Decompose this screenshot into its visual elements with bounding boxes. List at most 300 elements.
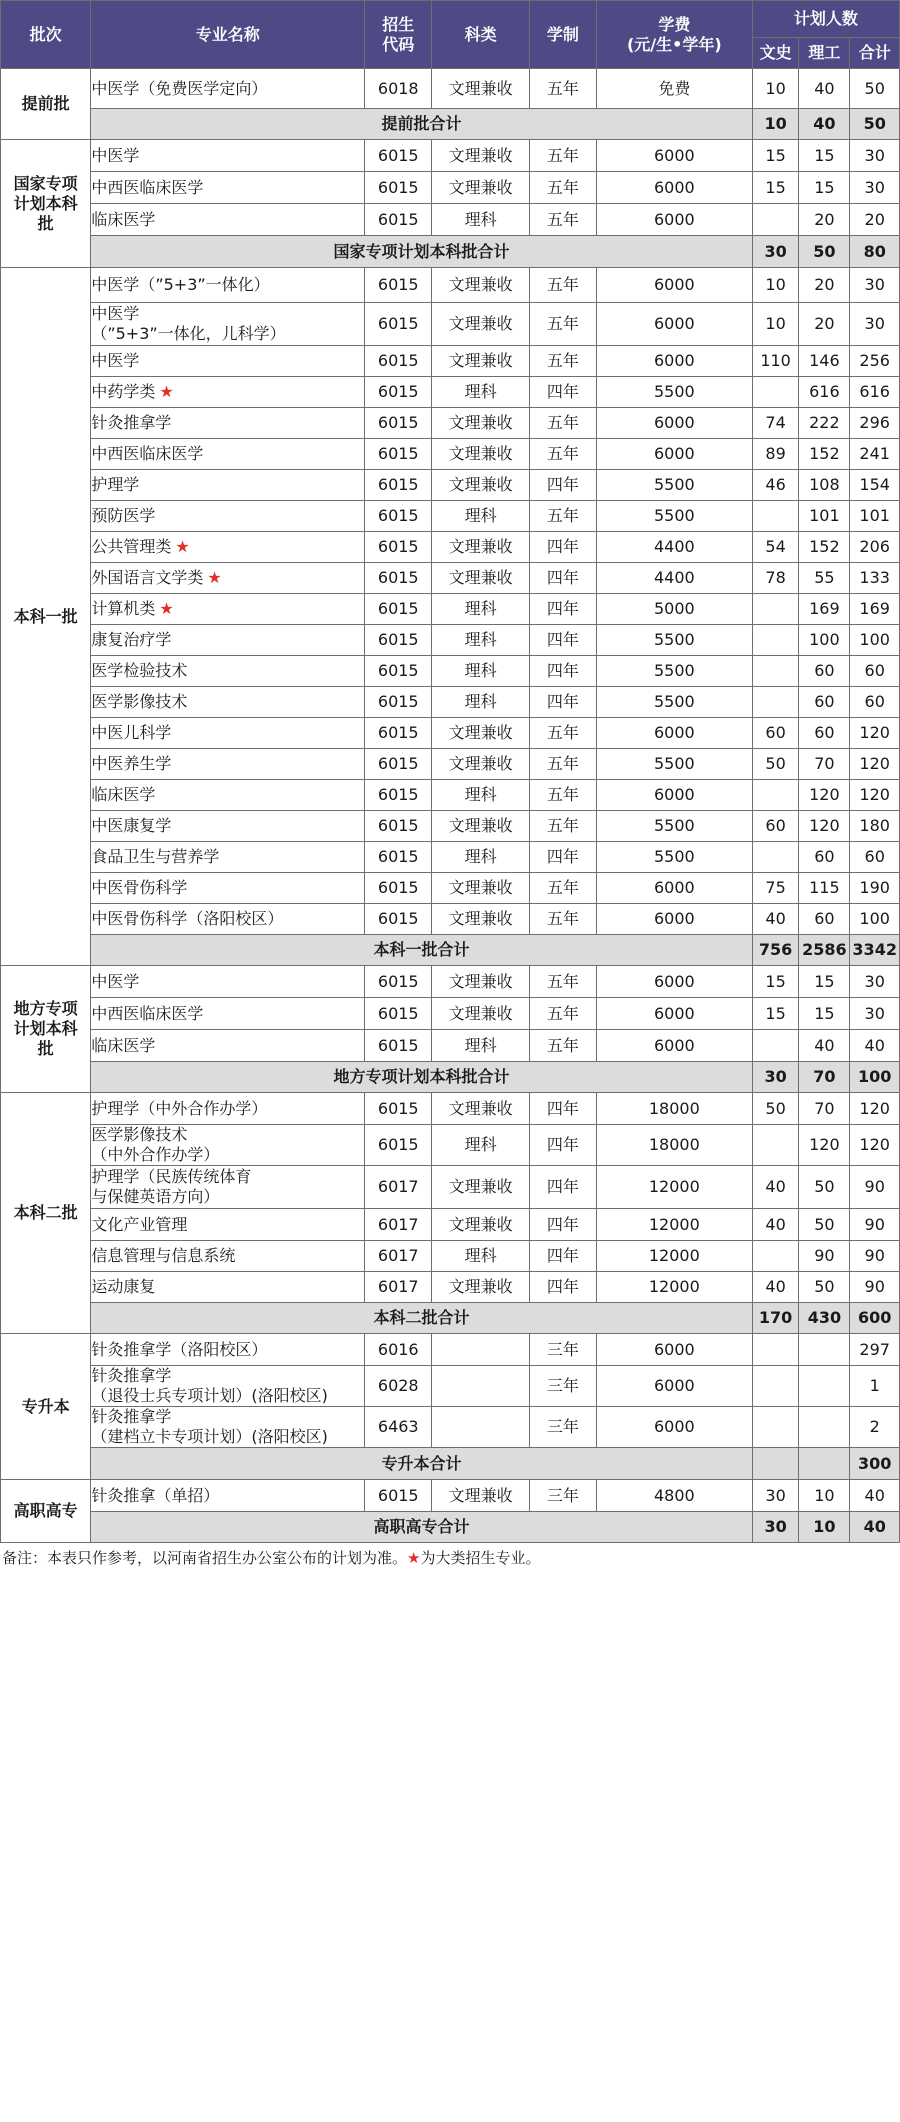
subtotal-label: 地方专项计划本科批合计 — [91, 1062, 752, 1093]
total-count-cell: 50 — [850, 69, 900, 109]
header-code: 招生 代码 — [365, 1, 432, 69]
subject-cell: 文理兼收 — [432, 873, 530, 904]
years-cell: 三年 — [529, 1480, 596, 1512]
star-icon: ★ — [407, 1549, 421, 1567]
table-row — [1, 1272, 900, 1303]
table-row — [1, 1480, 900, 1512]
code-cell: 6017 — [365, 1272, 432, 1303]
batch-cell: 国家专项 计划本科 批 — [1, 140, 91, 268]
header-arts: 文史 — [752, 38, 799, 69]
subtotal-label: 高职高专合计 — [91, 1512, 752, 1543]
years-cell: 五年 — [529, 1030, 596, 1062]
major-name-cell — [91, 842, 365, 873]
fee-cell: 4800 — [596, 1480, 752, 1512]
major-name: 中医康复学 — [91, 816, 172, 835]
code-cell: 6015 — [365, 532, 432, 563]
major-name: 公共管理类 — [91, 537, 172, 556]
code-cell: 6015 — [365, 718, 432, 749]
major-name-cell — [91, 1166, 365, 1209]
fee-cell: 6000 — [596, 1366, 752, 1407]
years-cell: 四年 — [529, 1125, 596, 1166]
major-name-cell — [91, 811, 365, 842]
arts-count-cell: 110 — [752, 346, 799, 377]
sci-count-cell: 60 — [799, 656, 850, 687]
major-name-cell — [91, 303, 365, 346]
table-body — [1, 69, 900, 1543]
table-row — [1, 1407, 900, 1448]
code-cell: 6015 — [365, 268, 432, 303]
table-row — [1, 377, 900, 408]
code-cell: 6015 — [365, 656, 432, 687]
major-name-cell — [91, 1480, 365, 1512]
arts-count-cell: 40 — [752, 1166, 799, 1209]
fee-cell: 5500 — [596, 501, 752, 532]
major-name-cell — [91, 1093, 365, 1125]
subject-cell: 文理兼收 — [432, 1272, 530, 1303]
total-count-cell: 241 — [850, 439, 900, 470]
subject-cell: 理科 — [432, 501, 530, 532]
code-cell: 6018 — [365, 69, 432, 109]
total-count-cell: 30 — [850, 966, 900, 998]
subject-cell: 文理兼收 — [432, 268, 530, 303]
major-name-cell — [91, 594, 365, 625]
total-count-cell: 30 — [850, 268, 900, 303]
subtotal-row — [1, 236, 900, 268]
code-cell: 6015 — [365, 563, 432, 594]
subtotal-arts: 30 — [752, 1062, 799, 1093]
header-fee: 学费 (元/生•学年) — [596, 1, 752, 69]
table-row — [1, 1366, 900, 1407]
table-row — [1, 718, 900, 749]
total-count-cell: 60 — [850, 656, 900, 687]
major-name-cell — [91, 873, 365, 904]
table-row — [1, 69, 900, 109]
star-icon: ★ — [207, 568, 222, 587]
fee-cell: 6000 — [596, 408, 752, 439]
arts-count-cell: 10 — [752, 268, 799, 303]
total-count-cell: 90 — [850, 1272, 900, 1303]
years-cell: 四年 — [529, 1272, 596, 1303]
header-subject: 科类 — [432, 1, 530, 69]
years-cell: 五年 — [529, 966, 596, 998]
arts-count-cell — [752, 594, 799, 625]
arts-count-cell: 15 — [752, 966, 799, 998]
arts-count-cell: 40 — [752, 1272, 799, 1303]
subtotal-arts: 30 — [752, 236, 799, 268]
major-name-cell — [91, 625, 365, 656]
total-count-cell: 296 — [850, 408, 900, 439]
major-name: 护理学 — [91, 475, 140, 494]
years-cell: 四年 — [529, 377, 596, 408]
subtotal-row — [1, 935, 900, 966]
major-name: 中西医临床医学 — [91, 1003, 204, 1023]
subject-cell: 理科 — [432, 656, 530, 687]
subject-cell: 文理兼收 — [432, 532, 530, 563]
major-name-cell — [91, 501, 365, 532]
total-count-cell: 30 — [850, 172, 900, 204]
table-row — [1, 439, 900, 470]
table-row — [1, 346, 900, 377]
major-name: 针灸推拿学 （建档立卡专项计划）(洛阳校区) — [91, 1407, 328, 1446]
total-count-cell: 120 — [850, 718, 900, 749]
table-row — [1, 268, 900, 303]
subject-cell: 理科 — [432, 1125, 530, 1166]
sci-count-cell: 152 — [799, 439, 850, 470]
subject-cell: 理科 — [432, 204, 530, 236]
major-name-cell — [91, 904, 365, 935]
subject-cell: 文理兼收 — [432, 1209, 530, 1241]
subject-cell: 文理兼收 — [432, 1166, 530, 1209]
sci-count-cell: 10 — [799, 1480, 850, 1512]
major-name-cell — [91, 439, 365, 470]
arts-count-cell — [752, 1407, 799, 1448]
arts-count-cell — [752, 204, 799, 236]
total-count-cell: 2 — [850, 1407, 900, 1448]
fee-cell: 6000 — [596, 998, 752, 1030]
subtotal-label: 本科一批合计 — [91, 935, 752, 966]
subject-cell: 理科 — [432, 687, 530, 718]
major-name: 信息管理与信息系统 — [91, 1246, 236, 1265]
fee-cell: 6000 — [596, 268, 752, 303]
total-count-cell: 90 — [850, 1241, 900, 1272]
subtotal-sci: 40 — [799, 109, 850, 140]
fee-cell: 5500 — [596, 687, 752, 718]
subject-cell: 理科 — [432, 842, 530, 873]
arts-count-cell: 15 — [752, 998, 799, 1030]
total-count-cell: 120 — [850, 1093, 900, 1125]
sci-count-cell: 15 — [799, 966, 850, 998]
header-years: 学制 — [529, 1, 596, 69]
subtotal-arts: 10 — [752, 109, 799, 140]
header-total: 合计 — [850, 38, 900, 69]
major-name-cell — [91, 1272, 365, 1303]
major-name: 临床医学 — [91, 785, 156, 804]
fee-cell: 6000 — [596, 780, 752, 811]
subtotal-total: 40 — [850, 1512, 900, 1543]
subtotal-sci: 10 — [799, 1512, 850, 1543]
major-name-cell — [91, 656, 365, 687]
major-name: 中医学（免费医学定向） — [91, 78, 268, 98]
batch-cell: 高职高专 — [1, 1480, 91, 1543]
sci-count-cell: 152 — [799, 532, 850, 563]
arts-count-cell: 10 — [752, 69, 799, 109]
fee-cell: 18000 — [596, 1125, 752, 1166]
code-cell: 6015 — [365, 904, 432, 935]
arts-count-cell — [752, 687, 799, 718]
table-row — [1, 408, 900, 439]
table-row — [1, 687, 900, 718]
total-count-cell: 206 — [850, 532, 900, 563]
code-cell: 6015 — [365, 594, 432, 625]
major-name-cell — [91, 780, 365, 811]
code-cell: 6015 — [365, 1125, 432, 1166]
code-cell: 6015 — [365, 408, 432, 439]
code-cell: 6017 — [365, 1209, 432, 1241]
major-name: 针灸推拿学（洛阳校区） — [91, 1339, 268, 1359]
major-name: 针灸推拿学 （退役士兵专项计划）(洛阳校区) — [91, 1366, 328, 1405]
table-row — [1, 998, 900, 1030]
years-cell: 四年 — [529, 563, 596, 594]
subject-cell: 文理兼收 — [432, 749, 530, 780]
sci-count-cell: 115 — [799, 873, 850, 904]
arts-count-cell: 15 — [752, 172, 799, 204]
years-cell: 五年 — [529, 408, 596, 439]
sci-count-cell: 108 — [799, 470, 850, 501]
subject-cell: 文理兼收 — [432, 346, 530, 377]
table-row — [1, 780, 900, 811]
subject-cell: 文理兼收 — [432, 172, 530, 204]
code-cell: 6015 — [365, 687, 432, 718]
years-cell: 五年 — [529, 346, 596, 377]
batch-cell: 本科一批 — [1, 268, 91, 966]
total-count-cell: 30 — [850, 140, 900, 172]
arts-count-cell: 75 — [752, 873, 799, 904]
arts-count-cell: 60 — [752, 718, 799, 749]
code-cell: 6017 — [365, 1166, 432, 1209]
major-name-cell — [91, 532, 365, 563]
table-row — [1, 303, 900, 346]
sci-count-cell: 90 — [799, 1241, 850, 1272]
subject-cell: 理科 — [432, 1030, 530, 1062]
years-cell: 五年 — [529, 718, 596, 749]
sci-count-cell: 20 — [799, 268, 850, 303]
arts-count-cell — [752, 501, 799, 532]
table-row — [1, 532, 900, 563]
sci-count-cell: 40 — [799, 69, 850, 109]
subtotal-label: 专升本合计 — [91, 1448, 752, 1480]
total-count-cell: 133 — [850, 563, 900, 594]
total-count-cell: 297 — [850, 1334, 900, 1366]
sci-count-cell: 50 — [799, 1209, 850, 1241]
major-name-cell — [91, 1125, 365, 1166]
subtotal-total: 300 — [850, 1448, 900, 1480]
table-row — [1, 656, 900, 687]
sci-count-cell: 60 — [799, 687, 850, 718]
arts-count-cell — [752, 1030, 799, 1062]
sci-count-cell: 146 — [799, 346, 850, 377]
arts-count-cell: 40 — [752, 904, 799, 935]
code-cell: 6015 — [365, 470, 432, 501]
arts-count-cell: 74 — [752, 408, 799, 439]
fee-cell: 6000 — [596, 1407, 752, 1448]
sci-count-cell: 120 — [799, 780, 850, 811]
fee-cell: 12000 — [596, 1209, 752, 1241]
years-cell: 五年 — [529, 780, 596, 811]
fee-cell: 5500 — [596, 377, 752, 408]
sci-count-cell: 50 — [799, 1272, 850, 1303]
years-cell: 五年 — [529, 811, 596, 842]
years-cell: 三年 — [529, 1366, 596, 1407]
major-name-cell — [91, 377, 365, 408]
code-cell: 6015 — [365, 501, 432, 532]
fee-cell: 5500 — [596, 470, 752, 501]
major-name: 中西医临床医学 — [91, 177, 204, 197]
fee-cell: 6000 — [596, 140, 752, 172]
subject-cell: 文理兼收 — [432, 439, 530, 470]
major-name: 食品卫生与营养学 — [91, 847, 220, 866]
years-cell: 五年 — [529, 439, 596, 470]
table-row — [1, 811, 900, 842]
arts-count-cell — [752, 1334, 799, 1366]
code-cell: 6015 — [365, 966, 432, 998]
fee-cell: 6000 — [596, 204, 752, 236]
star-icon: ★ — [175, 537, 190, 556]
sci-count-cell: 15 — [799, 172, 850, 204]
major-name-cell — [91, 408, 365, 439]
years-cell: 三年 — [529, 1334, 596, 1366]
arts-count-cell: 15 — [752, 140, 799, 172]
sci-count-cell: 222 — [799, 408, 850, 439]
table-row — [1, 1209, 900, 1241]
arts-count-cell: 30 — [752, 1480, 799, 1512]
major-name: 康复治疗学 — [91, 630, 172, 649]
subtotal-sci: 70 — [799, 1062, 850, 1093]
arts-count-cell — [752, 377, 799, 408]
footnote-text: 备注：本表只作参考，以河南省招生办公室公布的计划为准。 — [2, 1549, 408, 1567]
major-name: 临床医学 — [91, 1035, 156, 1055]
code-cell: 6016 — [365, 1334, 432, 1366]
code-cell: 6015 — [365, 811, 432, 842]
years-cell: 五年 — [529, 303, 596, 346]
major-name: 中医养生学 — [91, 754, 172, 773]
years-cell: 五年 — [529, 172, 596, 204]
years-cell: 四年 — [529, 656, 596, 687]
sci-count-cell: 70 — [799, 1093, 850, 1125]
subject-cell: 文理兼收 — [432, 140, 530, 172]
table-row — [1, 873, 900, 904]
major-name-cell — [91, 470, 365, 501]
major-name-cell — [91, 718, 365, 749]
sci-count-cell: 55 — [799, 563, 850, 594]
code-cell: 6015 — [365, 1480, 432, 1512]
major-name: 针灸推拿（单招） — [91, 1485, 220, 1505]
arts-count-cell: 40 — [752, 1209, 799, 1241]
table-row — [1, 842, 900, 873]
arts-count-cell — [752, 656, 799, 687]
subtotal-label: 国家专项计划本科批合计 — [91, 236, 752, 268]
sci-count-cell: 50 — [799, 1166, 850, 1209]
code-cell: 6015 — [365, 204, 432, 236]
subtotal-total: 50 — [850, 109, 900, 140]
major-name-cell — [91, 687, 365, 718]
subject-cell: 文理兼收 — [432, 966, 530, 998]
subject-cell: 理科 — [432, 1241, 530, 1272]
major-name-cell — [91, 1366, 365, 1407]
code-cell: 6015 — [365, 842, 432, 873]
subject-cell: 文理兼收 — [432, 718, 530, 749]
arts-count-cell: 60 — [752, 811, 799, 842]
years-cell: 五年 — [529, 204, 596, 236]
total-count-cell: 120 — [850, 749, 900, 780]
sci-count-cell: 616 — [799, 377, 850, 408]
sci-count-cell: 120 — [799, 811, 850, 842]
total-count-cell: 190 — [850, 873, 900, 904]
batch-cell: 本科二批 — [1, 1093, 91, 1334]
major-name-cell — [91, 140, 365, 172]
arts-count-cell — [752, 1366, 799, 1407]
major-name: 中医学（”5+3”一体化） — [91, 275, 270, 294]
subject-cell: 理科 — [432, 625, 530, 656]
years-cell: 五年 — [529, 873, 596, 904]
fee-cell: 12000 — [596, 1272, 752, 1303]
subtotal-total: 80 — [850, 236, 900, 268]
total-count-cell: 90 — [850, 1166, 900, 1209]
major-name-cell — [91, 563, 365, 594]
years-cell: 五年 — [529, 140, 596, 172]
code-cell: 6463 — [365, 1407, 432, 1448]
subtotal-label: 本科二批合计 — [91, 1303, 752, 1334]
arts-count-cell — [752, 1125, 799, 1166]
header-major: 专业名称 — [91, 1, 365, 69]
major-name: 医学影像技术 — [91, 692, 188, 711]
sci-count-cell: 120 — [799, 1125, 850, 1166]
sci-count-cell: 15 — [799, 998, 850, 1030]
subtotal-row — [1, 1303, 900, 1334]
table-row — [1, 172, 900, 204]
subtotal-sci: 2586 — [799, 935, 850, 966]
header-batch: 批次 — [1, 1, 91, 69]
years-cell: 四年 — [529, 1209, 596, 1241]
total-count-cell: 180 — [850, 811, 900, 842]
total-count-cell: 60 — [850, 687, 900, 718]
years-cell: 四年 — [529, 842, 596, 873]
arts-count-cell: 50 — [752, 1093, 799, 1125]
footnote — [0, 1543, 900, 1569]
footnote-star-meaning: 为大类招生专业。 — [420, 1549, 541, 1567]
fee-cell: 6000 — [596, 1030, 752, 1062]
years-cell: 五年 — [529, 268, 596, 303]
table-row — [1, 594, 900, 625]
fee-cell: 免费 — [596, 69, 752, 109]
major-name: 医学影像技术 （中外合作办学） — [91, 1125, 220, 1164]
total-count-cell: 40 — [850, 1030, 900, 1062]
major-name-cell — [91, 1407, 365, 1448]
fee-cell: 6000 — [596, 303, 752, 346]
arts-count-cell — [752, 1241, 799, 1272]
code-cell: 6015 — [365, 377, 432, 408]
total-count-cell: 120 — [850, 780, 900, 811]
subject-cell: 理科 — [432, 780, 530, 811]
subject-cell — [432, 1334, 530, 1366]
table-row — [1, 204, 900, 236]
subtotal-arts: 170 — [752, 1303, 799, 1334]
code-cell: 6017 — [365, 1241, 432, 1272]
major-name: 中医骨伤科学 — [91, 878, 188, 897]
subtotal-sci — [799, 1448, 850, 1480]
years-cell: 五年 — [529, 69, 596, 109]
code-cell: 6015 — [365, 749, 432, 780]
major-name-cell — [91, 69, 365, 109]
subtotal-row — [1, 1448, 900, 1480]
fee-cell: 12000 — [596, 1166, 752, 1209]
code-cell: 6015 — [365, 998, 432, 1030]
arts-count-cell — [752, 780, 799, 811]
table-row — [1, 1166, 900, 1209]
sci-count-cell: 70 — [799, 749, 850, 780]
sci-count-cell: 60 — [799, 842, 850, 873]
total-count-cell: 256 — [850, 346, 900, 377]
subject-cell: 理科 — [432, 594, 530, 625]
batch-cell: 提前批 — [1, 69, 91, 140]
arts-count-cell: 10 — [752, 303, 799, 346]
total-count-cell: 101 — [850, 501, 900, 532]
arts-count-cell: 89 — [752, 439, 799, 470]
sci-count-cell: 101 — [799, 501, 850, 532]
major-name-cell — [91, 172, 365, 204]
fee-cell: 6000 — [596, 346, 752, 377]
star-icon: ★ — [159, 599, 174, 618]
header-sci: 理工 — [799, 38, 850, 69]
